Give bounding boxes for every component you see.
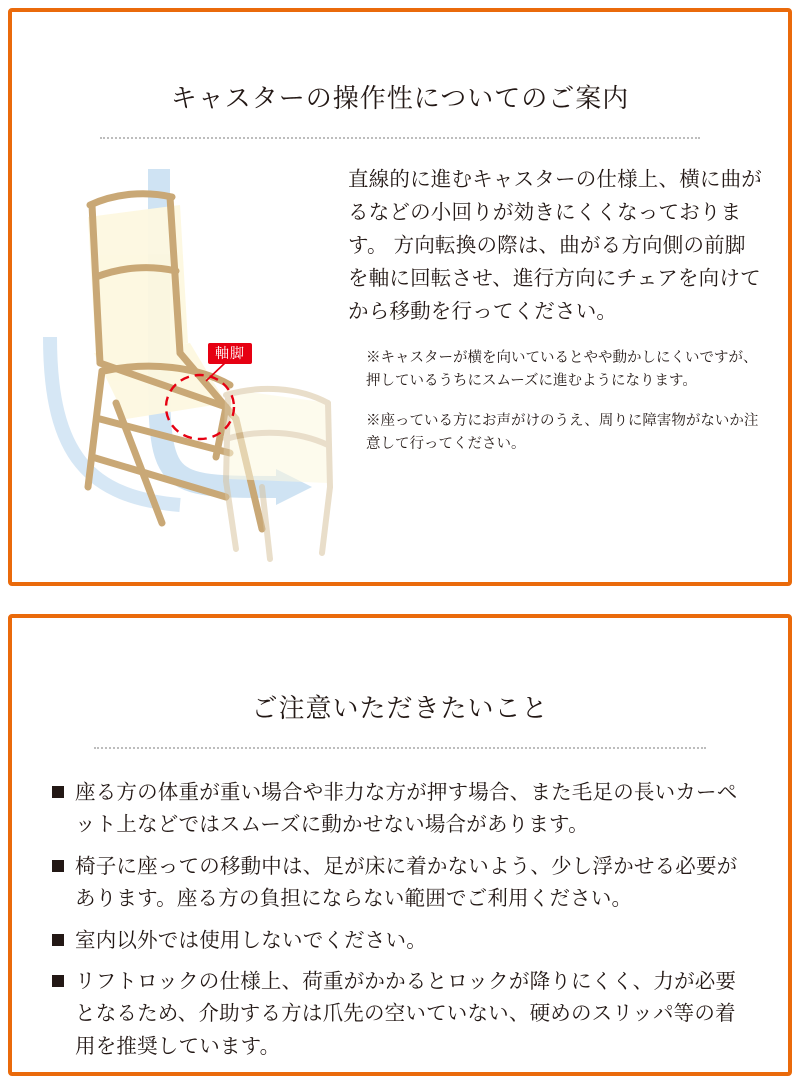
pivot-leg-label: 軸脚 (208, 343, 252, 364)
caution-text: 椅子に座っての移動中は、足が床に着かないよう、少し浮かせる必要があります。座る方の負担にならない範囲でご利用ください。 (75, 854, 738, 911)
list-item (52, 925, 754, 957)
panel-caster-body (12, 139, 788, 567)
list-item (52, 966, 754, 1063)
caster-description: 直線的に進むキャスターの仕様上、横に曲がるなどの小回りが効きにくくなっております。 方向転換の際は、曲がる方向側の前脚を軸に回転させ、進行方向にチェアを向けてから移動を行ってください。 (348, 167, 762, 324)
square-bullet-icon (52, 975, 64, 987)
chair-diagram-svg (30, 157, 342, 567)
cautions-list (12, 749, 788, 1063)
panel-title-cautions: ご注意いただきたいこと (251, 693, 549, 723)
caution-text: 座る方の体重が重い場合や非力な方が押す場合、また毛足の長いカーペット上などではスムーズに動かせない場合があります。 (75, 781, 738, 837)
panel-title-caster: キャスターの操作性についてのご案内 (170, 82, 630, 113)
caster-note-1: ※キャスターが横を向いているとやや動かしにくいですが、押しているうちにスムーズに進むようになります。 (366, 349, 758, 390)
caster-note-2: ※座っている方にお声がけのうえ、周りに障害物がないか注意して行ってください。 (366, 412, 759, 453)
panel-caster-text (342, 157, 762, 567)
square-bullet-icon (52, 934, 64, 946)
chair-rotation-illustration (30, 157, 342, 567)
square-bullet-icon (52, 860, 64, 872)
caution-text: 室内以外では使用しないでください。 (75, 928, 427, 952)
panel-caster-operation (8, 8, 792, 586)
list-item (52, 777, 754, 842)
list-item (52, 851, 754, 916)
panel-cautions (8, 614, 792, 1076)
square-bullet-icon (52, 786, 64, 798)
caution-text: リフトロックの仕様上、荷重がかかるとロックが降りにくく、力が必要となるため、介助する方は爪先の空いていない、硬めのスリッパ等の着用を推奨しています。 (75, 969, 737, 1058)
chair-ghost-rotated (226, 388, 330, 558)
